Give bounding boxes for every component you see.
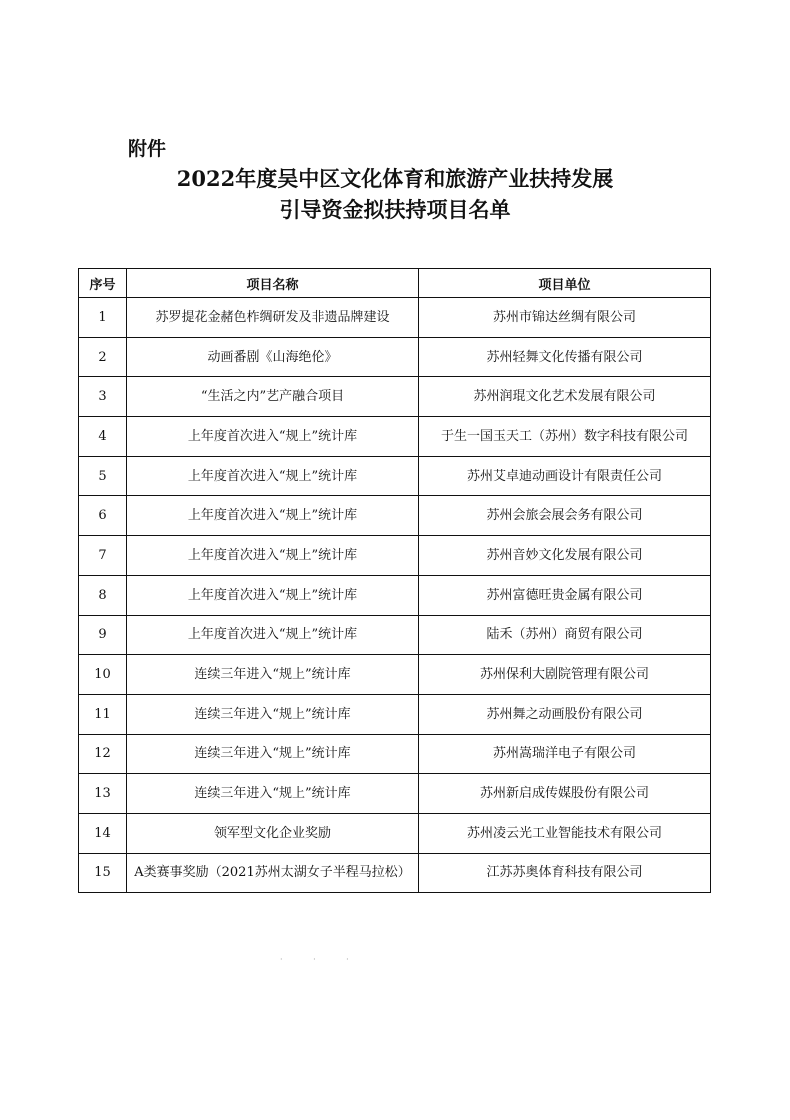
row-project-unit: 于生一国玉天工（苏州）数字科技有限公司 (419, 417, 711, 457)
table-row (79, 734, 711, 774)
row-project-unit: 苏州艾卓迪动画设计有限责任公司 (419, 456, 711, 496)
row-index: 10 (79, 655, 127, 695)
document-title-line1: 2022年度吴中区文化体育和旅游产业扶持发展 (176, 166, 614, 191)
table-row (79, 377, 711, 417)
row-project-name: 上年度首次进入“规上”统计库 (127, 536, 419, 576)
project-list-table (78, 268, 711, 893)
table-row (79, 417, 711, 457)
row-index: 4 (79, 417, 127, 457)
header-project-name: 项目名称 (127, 269, 419, 298)
row-index: 6 (79, 496, 127, 536)
table-row (79, 298, 711, 338)
attachment-label: 附件 (128, 138, 167, 160)
row-project-name: 苏罗提花金赭色柞绸研发及非遗品牌建设 (127, 298, 419, 338)
row-project-name: 上年度首次进入“规上”统计库 (127, 417, 419, 457)
row-index: 3 (79, 377, 127, 417)
row-index: 7 (79, 536, 127, 576)
table-row (79, 337, 711, 377)
row-project-name: 连续三年进入“规上”统计库 (127, 694, 419, 734)
table-header-row (79, 269, 711, 298)
row-index: 13 (79, 774, 127, 814)
row-project-unit: 苏州润琨文化艺术发展有限公司 (419, 377, 711, 417)
row-project-name: A类赛事奖励（2021苏州太湖女子半程马拉松） (127, 853, 419, 893)
row-project-unit: 苏州会旅会展会务有限公司 (419, 496, 711, 536)
row-project-name: 动画番剧《山海绝伦》 (127, 337, 419, 377)
row-project-name: 上年度首次进入“规上”统计库 (127, 456, 419, 496)
table-row (79, 655, 711, 695)
table-row (79, 774, 711, 814)
table-row (79, 694, 711, 734)
row-project-unit: 苏州舞之动画股份有限公司 (419, 694, 711, 734)
row-project-unit: 苏州轻舞文化传播有限公司 (419, 337, 711, 377)
row-index: 5 (79, 456, 127, 496)
row-index: 11 (79, 694, 127, 734)
header-index: 序号 (79, 269, 127, 298)
row-index: 1 (79, 298, 127, 338)
row-project-unit: 苏州凌云光工业智能技术有限公司 (419, 813, 711, 853)
table-row (79, 575, 711, 615)
table-row (79, 813, 711, 853)
row-project-name: 上年度首次进入“规上”统计库 (127, 615, 419, 655)
row-index: 2 (79, 337, 127, 377)
row-project-unit: 苏州嵩瑞洋电子有限公司 (419, 734, 711, 774)
row-index: 15 (79, 853, 127, 893)
table-row (79, 853, 711, 893)
table-row (79, 536, 711, 576)
row-project-name: “生活之内”艺产融合项目 (127, 377, 419, 417)
row-index: 12 (79, 734, 127, 774)
table-row (79, 496, 711, 536)
row-project-unit: 苏州新启成传媒股份有限公司 (419, 774, 711, 814)
row-index: 14 (79, 813, 127, 853)
row-index: 8 (79, 575, 127, 615)
row-project-name: 连续三年进入“规上”统计库 (127, 734, 419, 774)
header-project-unit: 项目单位 (419, 269, 711, 298)
scan-specks: · · · (280, 955, 363, 964)
row-project-name: 连续三年进入“规上”统计库 (127, 774, 419, 814)
row-project-unit: 江苏苏奥体育科技有限公司 (419, 853, 711, 893)
row-project-unit: 陆禾（苏州）商贸有限公司 (419, 615, 711, 655)
row-project-unit: 苏州音妙文化发展有限公司 (419, 536, 711, 576)
table-row (79, 615, 711, 655)
row-project-name: 连续三年进入“规上”统计库 (127, 655, 419, 695)
row-project-name: 上年度首次进入“规上”统计库 (127, 575, 419, 615)
row-project-unit: 苏州保利大剧院管理有限公司 (419, 655, 711, 695)
document-title-line2: 引导资金拟扶持项目名单 (279, 197, 511, 222)
row-index: 9 (79, 615, 127, 655)
row-project-name: 上年度首次进入“规上”统计库 (127, 496, 419, 536)
row-project-name: 领军型文化企业奖励 (127, 813, 419, 853)
row-project-unit: 苏州市锦达丝绸有限公司 (419, 298, 711, 338)
row-project-unit: 苏州富德旺贵金属有限公司 (419, 575, 711, 615)
table-row (79, 456, 711, 496)
